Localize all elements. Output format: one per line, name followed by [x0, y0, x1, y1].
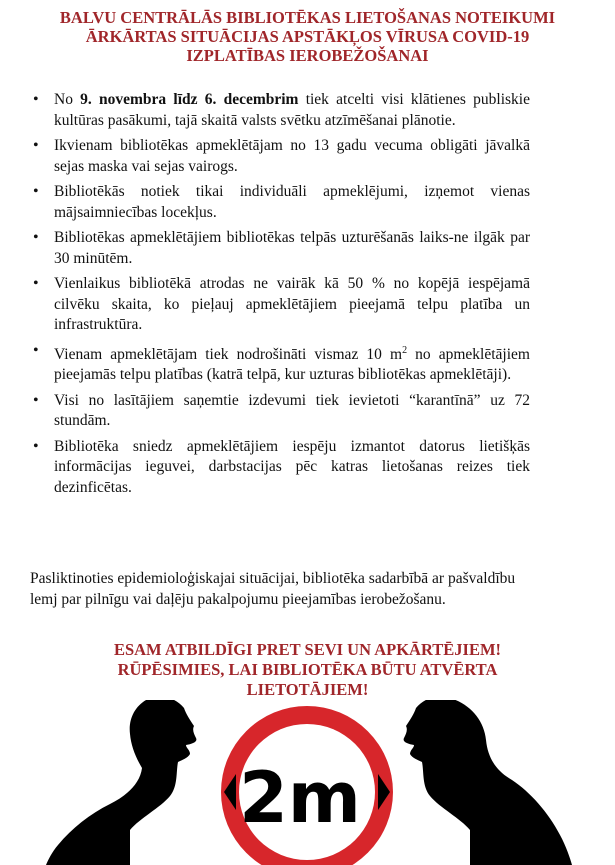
rules-list [30, 90, 530, 503]
person-left-silhouette [46, 700, 196, 865]
distance-sign-illustration [0, 700, 615, 865]
rule-item: • Visi no lasītājiem saņemtie izdevumi tiek ievietoti “karantīnā” uz 72 stundām. [30, 391, 530, 432]
slogan: ESAM ATBILDĪGI PRET SEVI UN APKĀRTĒJIEM! RŪPĒSIMIES, LAI BIBLIOTĒKA BŪTU ATVĒRTA LIETOTĀJIEM! [113, 640, 502, 699]
title-line-1: BALVU CENTRĀLĀS BIBLIOTĒKAS LIETOŠANAS NOTEIKUMI [59, 8, 556, 27]
person-right-silhouette [404, 700, 572, 865]
title-line-3: IZPLATĪBAS IEROBEŽOŠANAI [186, 46, 429, 65]
rule-item: • Bibliotēka sniedz apmeklētājiem iespēju izmantot datorus lietišķās informācijas ieguvei, darbstacijas pēc katras lietošanas reizes tiek dezinficētas. [30, 437, 530, 499]
rule-item: • Ikvienam bibliotēkas apmeklētājam no 13 gadu vecuma obligāti jāvalkā sejas maska vai sejas vairogs. [30, 136, 530, 177]
rule-item: • Bibliotēkas apmeklētājiem bibliotēkas telpās uzturēšanās laiks-ne ilgāk par 30 minūtēm. [30, 228, 530, 269]
title-line-2: ĀRKĀRTAS SITUĀCIJAS APSTĀKĻOS VĪRUSA COVID-19 [85, 27, 530, 46]
rule-item: • Vienam apmeklētājam tiek nodrošināti vismaz 10 $m^2$ no apmeklētājiem pieejamās telpu platības (katrā telpā, kur uzturas bibliotēkas apmeklētāji). [30, 341, 530, 386]
rule-item: • No 9. novembra līdz 6. decembrim tiek atcelti visi klātienes publiskie kultūras pasākumi, tajā skaitā valsts svētku atzīmēšanai plānotie. [30, 90, 530, 131]
rule-item: • Vienlaikus bibliotēkā atrodas ne vairāk kā 50 % no kopējā iespējamā cilvēku skaita, ko pieļauj apmeklētājiem pieejamā telpu platība un infrastruktūra. [30, 274, 530, 336]
sign-label: 2m [239, 757, 361, 839]
rule-item: • Bibliotēkās notiek tikai individuāli apmeklējumi, izņemot vienas mājsaimniecības locekļus. [30, 182, 530, 223]
closing-paragraph: Pasliktinoties epidemioloģiskajai situācijai, bibliotēka sadarbībā ar pašvaldību lemj par pilnīgu vai daļēju pakalpojumu pieejamības ierobežošanu. [30, 570, 516, 608]
page-title [0, 8, 615, 65]
